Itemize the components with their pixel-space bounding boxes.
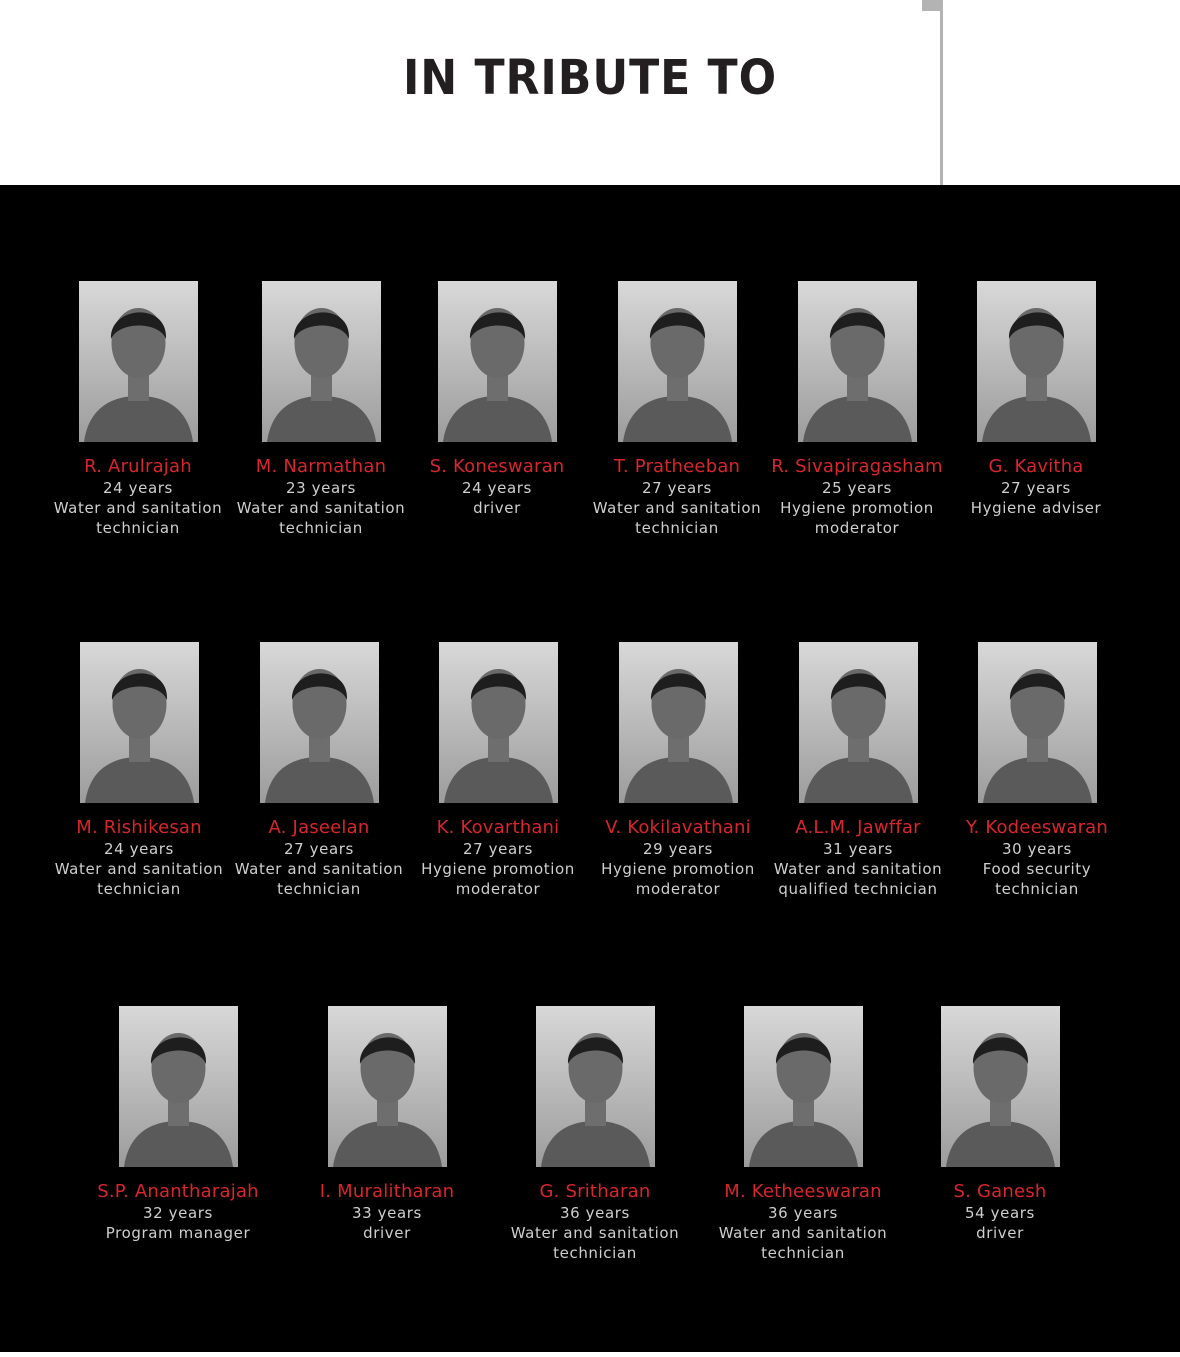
person-age: 36 years: [560, 1204, 630, 1222]
person-age: 27 years: [284, 840, 354, 858]
bottom-border: [0, 1352, 1180, 1357]
tribute-card: [942, 642, 1132, 899]
person-age: 54 years: [965, 1204, 1035, 1222]
person-age: 25 years: [822, 479, 892, 497]
person-role: Program manager: [105, 1224, 251, 1242]
portrait-photo: [799, 642, 918, 803]
portrait-photo: [536, 1006, 655, 1167]
tribute-card: [941, 281, 1131, 518]
portrait-silhouette-icon: [977, 281, 1096, 442]
portrait-photo: [260, 642, 379, 803]
portrait-silhouette-icon: [119, 1006, 238, 1167]
person-name: S.P. Anantharajah: [97, 1181, 259, 1202]
person-name: G. Kavitha: [988, 456, 1084, 477]
tribute-card: [83, 1006, 273, 1243]
person-name: R. Sivapiragasham: [771, 456, 943, 477]
person-age: 33 years: [352, 1204, 422, 1222]
portrait-silhouette-icon: [799, 642, 918, 803]
portrait-photo: [80, 642, 199, 803]
portrait-silhouette-icon: [260, 642, 379, 803]
person-role: Water and sanitation technician: [234, 860, 404, 898]
person-role: Water and sanitation technician: [718, 1224, 888, 1262]
tribute-card: [402, 281, 592, 518]
tribute-card: [763, 642, 953, 899]
portrait-photo: [438, 281, 557, 442]
tribute-card: [762, 281, 952, 538]
portrait-silhouette-icon: [328, 1006, 447, 1167]
tribute-card: [583, 642, 773, 899]
person-role: Water and sanitation technician: [54, 860, 224, 898]
portrait-photo: [798, 281, 917, 442]
person-role: Water and sanitation technician: [236, 499, 406, 537]
person-age: 30 years: [1002, 840, 1072, 858]
person-role: Water and sanitation qualified technician: [773, 860, 943, 898]
person-age: 36 years: [768, 1204, 838, 1222]
person-role: Hygiene promotion moderator: [601, 860, 755, 898]
person-role: Water and sanitation technician: [592, 499, 762, 537]
person-role: Hygiene promotion moderator: [780, 499, 934, 537]
person-age: 24 years: [462, 479, 532, 497]
portrait-silhouette-icon: [439, 642, 558, 803]
tribute-card: [44, 642, 234, 899]
tribute-card: [226, 281, 416, 538]
portrait-silhouette-icon: [262, 281, 381, 442]
page-title: IN TRIBUTE TO: [402, 50, 778, 106]
portrait-silhouette-icon: [978, 642, 1097, 803]
person-name: R. Arulrajah: [84, 456, 192, 477]
person-role: Food security technician: [982, 860, 1092, 898]
person-name: I. Muralitharan: [319, 1181, 455, 1202]
person-role: Hygiene adviser: [970, 499, 1102, 517]
portrait-photo: [79, 281, 198, 442]
portrait-photo: [439, 642, 558, 803]
person-role: driver: [363, 1224, 411, 1242]
person-name: A.L.M. Jawffar: [795, 817, 921, 838]
portrait-photo: [941, 1006, 1060, 1167]
portrait-photo: [618, 281, 737, 442]
portrait-photo: [744, 1006, 863, 1167]
portrait-silhouette-icon: [618, 281, 737, 442]
person-name: M. Ketheeswaran: [724, 1181, 882, 1202]
person-age: 27 years: [1001, 479, 1071, 497]
person-age: 24 years: [104, 840, 174, 858]
tribute-card: [500, 1006, 690, 1263]
portrait-photo: [978, 642, 1097, 803]
person-name: A. Jaseelan: [268, 817, 370, 838]
person-age: 29 years: [643, 840, 713, 858]
person-role: driver: [473, 499, 521, 517]
portrait-silhouette-icon: [619, 642, 738, 803]
vertical-divider: [940, 0, 943, 185]
person-name: M. Rishikesan: [76, 817, 202, 838]
portrait-photo: [119, 1006, 238, 1167]
person-age: 23 years: [286, 479, 356, 497]
person-name: T. Pratheeban: [613, 456, 741, 477]
person-name: M. Narmathan: [255, 456, 387, 477]
portrait-photo: [977, 281, 1096, 442]
person-age: 27 years: [642, 479, 712, 497]
person-age: 32 years: [143, 1204, 213, 1222]
tribute-card: [905, 1006, 1095, 1243]
person-name: S. Koneswaran: [429, 456, 565, 477]
tribute-card: [43, 281, 233, 538]
person-name: V. Kokilavathani: [605, 817, 751, 838]
person-role: Hygiene promotion moderator: [421, 860, 575, 898]
tribute-card: [224, 642, 414, 899]
portrait-silhouette-icon: [79, 281, 198, 442]
portrait-silhouette-icon: [941, 1006, 1060, 1167]
portrait-photo: [619, 642, 738, 803]
person-name: Y. Kodeeswaran: [965, 817, 1109, 838]
portrait-photo: [328, 1006, 447, 1167]
portrait-silhouette-icon: [438, 281, 557, 442]
person-role: driver: [976, 1224, 1024, 1242]
divider-tab: [922, 0, 942, 11]
portrait-photo: [262, 281, 381, 442]
tribute-card: [292, 1006, 482, 1243]
portrait-silhouette-icon: [744, 1006, 863, 1167]
portrait-silhouette-icon: [798, 281, 917, 442]
header: [0, 0, 1180, 185]
person-role: Water and sanitation technician: [510, 1224, 680, 1262]
person-role: Water and sanitation technician: [53, 499, 223, 537]
person-age: 27 years: [463, 840, 533, 858]
portrait-silhouette-icon: [536, 1006, 655, 1167]
tribute-card: [403, 642, 593, 899]
person-name: K. Kovarthani: [436, 817, 560, 838]
portrait-silhouette-icon: [80, 642, 199, 803]
person-age: 31 years: [823, 840, 893, 858]
person-name: G. Sritharan: [539, 1181, 651, 1202]
person-age: 24 years: [103, 479, 173, 497]
person-name: S. Ganesh: [953, 1181, 1047, 1202]
tribute-card: [708, 1006, 898, 1263]
tribute-card: [582, 281, 772, 538]
